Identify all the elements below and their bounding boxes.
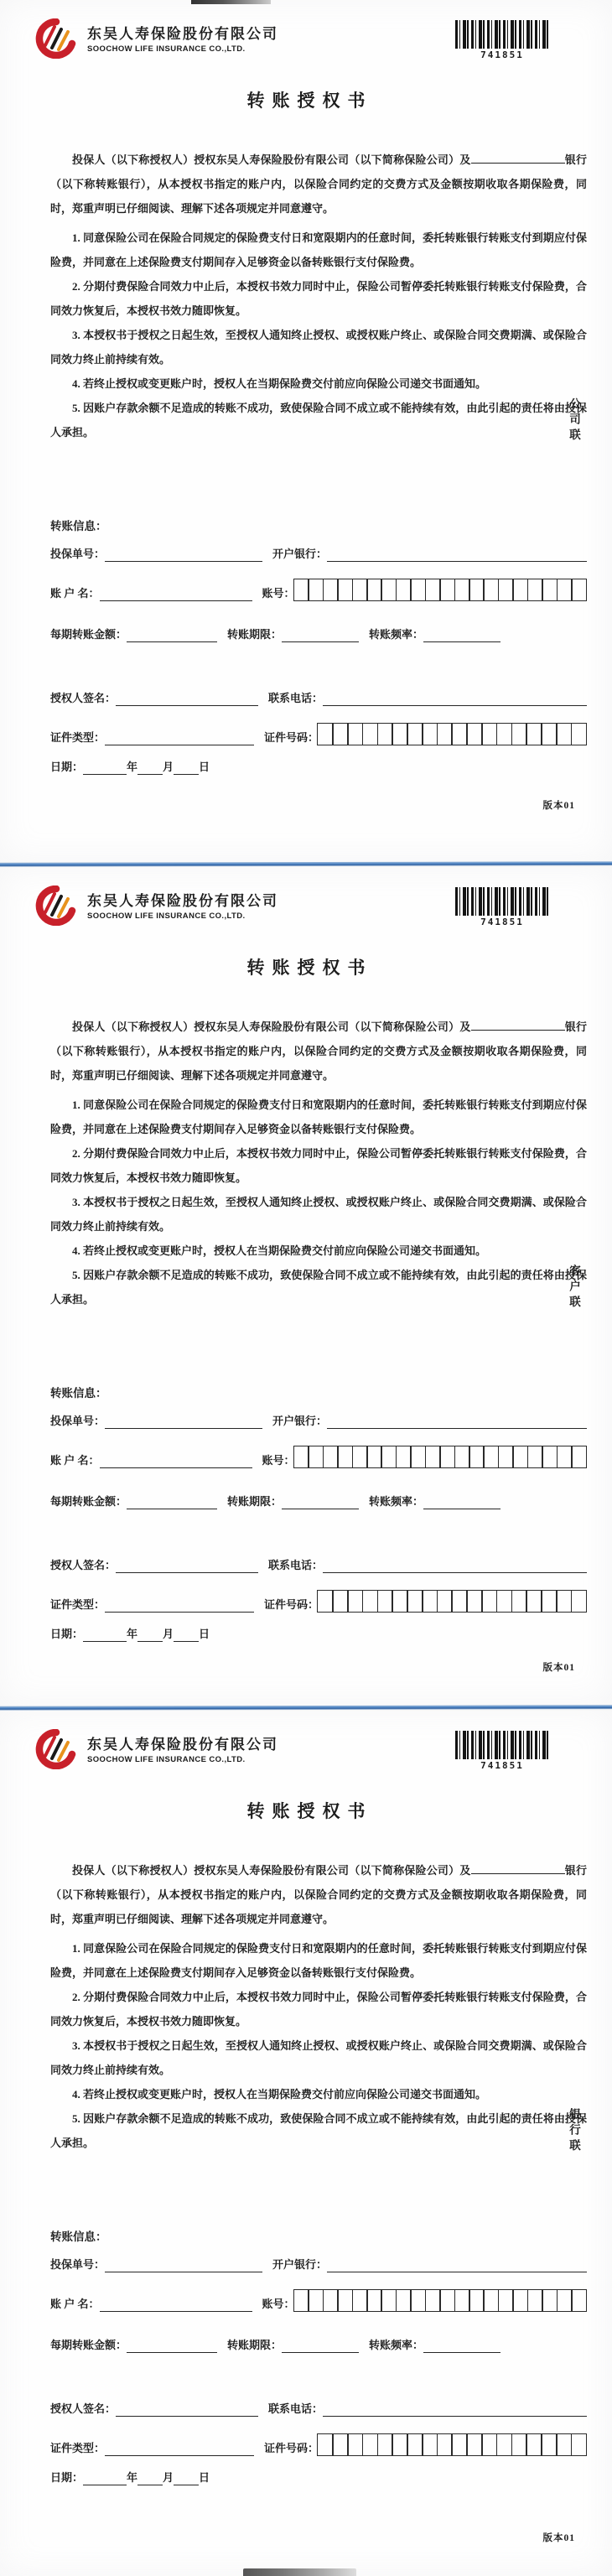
row-date bbox=[50, 2470, 587, 2485]
version-label: 版本01 bbox=[542, 2533, 575, 2543]
frequency-label: 转账频率： bbox=[369, 2339, 424, 2351]
term-label: 转账期限： bbox=[227, 2339, 283, 2351]
date-label: 日期： bbox=[50, 1628, 84, 1640]
id-no-label: 证件号码： bbox=[264, 731, 319, 744]
policy-no-label: 投保单号： bbox=[50, 548, 106, 560]
char-box bbox=[466, 2433, 482, 2456]
transfer-info-heading: 转账信息： bbox=[50, 1387, 107, 1400]
char-box bbox=[407, 2433, 423, 2456]
barcode-image bbox=[455, 887, 549, 916]
policy-no-blank bbox=[105, 548, 262, 562]
char-box bbox=[496, 723, 512, 745]
id-number-boxes bbox=[319, 1590, 587, 1613]
company-name-cn: 东吴人寿保险股份有限公司 bbox=[87, 26, 278, 42]
char-box bbox=[556, 1590, 572, 1613]
char-box bbox=[511, 723, 527, 745]
char-box bbox=[347, 723, 363, 745]
row-amount-term-frequency bbox=[50, 2338, 587, 2353]
clause-2: 2. 分期付费保险合同效力中止后，本授权书效力同时中止，保险公司暂停委托转账银行转账支付保险费，合同效力恢复后，本授权书效力随即恢复。 bbox=[50, 280, 587, 317]
row-amount-term-frequency bbox=[50, 1494, 587, 1509]
char-box bbox=[410, 2289, 426, 2312]
char-box bbox=[498, 1446, 514, 1468]
char-box bbox=[526, 1590, 542, 1613]
signature-label: 授权人签名： bbox=[50, 692, 117, 704]
char-box bbox=[454, 1446, 470, 1468]
char-box bbox=[542, 1446, 558, 1468]
phone-blank bbox=[323, 1560, 587, 1573]
date-day-blank bbox=[174, 2472, 199, 2485]
char-box bbox=[557, 1446, 573, 1468]
bank-name-blank bbox=[471, 1863, 565, 1874]
char-box bbox=[541, 1590, 557, 1613]
month-label: 月 bbox=[163, 2471, 174, 2484]
frequency-label: 转账频率： bbox=[369, 628, 424, 641]
char-box bbox=[542, 2289, 558, 2312]
char-box bbox=[407, 1590, 423, 1613]
clause-5: 5. 因账户存款余额不足造成的转账不成功，致使保险合同不成立或不能持续有效，由此引起的责任将由投保人承担。 bbox=[50, 402, 587, 439]
phone-label: 联系电话： bbox=[268, 2402, 324, 2415]
char-box bbox=[556, 2433, 572, 2456]
char-box bbox=[337, 1446, 353, 1468]
clause-5: 5. 因账户存款余额不足造成的转账不成功，致使保险合同不成立或不能持续有效，由此引起的责任将由投保人承担。 bbox=[50, 1269, 587, 1306]
char-box bbox=[451, 723, 467, 745]
row-policy-bank bbox=[50, 547, 587, 562]
amount-blank bbox=[127, 1496, 217, 1509]
frequency-blank bbox=[423, 1496, 500, 1509]
char-box bbox=[481, 1590, 497, 1613]
month-label: 月 bbox=[163, 761, 174, 773]
row-account bbox=[50, 579, 587, 601]
barcode-block bbox=[455, 20, 549, 60]
page-separator bbox=[0, 1705, 612, 1711]
form-page-customer-copy bbox=[0, 867, 612, 1706]
clause-3: 3. 本授权书于授权之日起生效，至授权人通知终止授权、或授权账户终止、或保险合同交费期满、或保险合同效力终止前持续有效。 bbox=[50, 329, 587, 366]
bank-label: 开户银行： bbox=[272, 548, 328, 560]
term-blank bbox=[282, 629, 359, 642]
char-box bbox=[407, 723, 423, 745]
char-box bbox=[323, 579, 339, 601]
char-box bbox=[392, 1590, 407, 1613]
barcode-image bbox=[455, 20, 549, 49]
char-box bbox=[323, 2289, 339, 2312]
char-box bbox=[396, 579, 412, 601]
soochow-logo-icon bbox=[34, 886, 79, 926]
id-type-label: 证件类型： bbox=[50, 1598, 106, 1611]
version-label: 版本01 bbox=[542, 1663, 575, 1673]
form-page-company-copy bbox=[0, 0, 612, 862]
char-box bbox=[332, 723, 348, 745]
row-policy-bank bbox=[50, 1414, 587, 1429]
clause-2: 2. 分期付费保险合同效力中止后，本授权书效力同时中止，保险公司暂停委托转账银行转账支付保险费，合同效力恢复后，本授权书效力随即恢复。 bbox=[50, 1991, 587, 2028]
char-box bbox=[557, 2289, 573, 2312]
char-box bbox=[557, 579, 573, 601]
intro-paragraph: 投保人（以下称授权人）授权东吴人寿保险股份有限公司（以下简称保险公司）及 银行（以下称转账银行），从本授权书指定的账户内，以保险合同约定的交费方式及金额按期收取各期保险费，同时，郑重声明已仔细阅读、理解下述各项规定并同意遵守。 bbox=[50, 153, 587, 215]
char-box bbox=[381, 2289, 397, 2312]
char-box bbox=[512, 2289, 528, 2312]
clause-4: 4. 若终止授权或变更账户时，授权人在当期保险费交付前应向保险公司递交书面通知。 bbox=[72, 2088, 487, 2101]
clause-3: 3. 本授权书于授权之日起生效，至授权人通知终止授权、或授权账户终止、或保险合同交费期满、或保险合同效力终止前持续有效。 bbox=[50, 2039, 587, 2076]
term-blank bbox=[282, 2340, 359, 2353]
char-box bbox=[466, 1590, 482, 1613]
char-box bbox=[317, 723, 333, 745]
char-box bbox=[293, 1446, 309, 1468]
char-box bbox=[451, 1590, 467, 1613]
phone-label: 联系电话： bbox=[268, 692, 324, 704]
date-month-blank bbox=[137, 1628, 163, 1642]
char-box bbox=[392, 723, 407, 745]
amount-label: 每期转账金额： bbox=[50, 628, 127, 641]
clause-1: 1. 同意保险公司在保险合同规定的保险费支付日和宽限期内的任意时间，委托转账银行转账支付到期应付保险费，并同意在上述保险费支付期间存入足够资金以备转账银行支付保险费。 bbox=[50, 1942, 587, 1979]
char-box bbox=[323, 1446, 339, 1468]
char-box bbox=[556, 723, 572, 745]
char-box bbox=[527, 579, 543, 601]
char-box bbox=[377, 1590, 393, 1613]
bank-label: 开户银行： bbox=[272, 1415, 328, 1427]
char-box bbox=[366, 1446, 382, 1468]
char-box bbox=[422, 2433, 438, 2456]
char-box bbox=[366, 579, 382, 601]
char-box bbox=[527, 2289, 543, 2312]
char-box bbox=[332, 1590, 348, 1613]
bank-blank bbox=[327, 1415, 587, 1429]
amount-label: 每期转账金额： bbox=[50, 1495, 127, 1508]
date-day-blank bbox=[174, 761, 199, 775]
page-title: 转账授权书 bbox=[246, 1801, 373, 1821]
row-policy-bank bbox=[50, 2257, 587, 2272]
phone-label: 联系电话： bbox=[268, 1559, 324, 1571]
version-label: 版本01 bbox=[542, 801, 575, 811]
term-label: 转账期限： bbox=[227, 1495, 283, 1508]
date-month-blank bbox=[137, 761, 163, 775]
id-type-blank bbox=[105, 732, 254, 745]
amount-blank bbox=[127, 629, 217, 642]
row-id bbox=[50, 2433, 587, 2456]
account-name-blank bbox=[100, 588, 252, 601]
row-date bbox=[50, 760, 587, 775]
clause-4: 4. 若终止授权或变更账户时，授权人在当期保险费交付前应向保险公司递交书面通知。 bbox=[72, 1244, 487, 1257]
account-name-label: 账 户 名： bbox=[50, 587, 100, 600]
char-box bbox=[437, 723, 453, 745]
char-box bbox=[437, 2433, 453, 2456]
phone-blank bbox=[323, 693, 587, 706]
char-box bbox=[571, 2289, 587, 2312]
char-box bbox=[293, 2289, 309, 2312]
policy-no-label: 投保单号： bbox=[50, 2258, 106, 2271]
char-box bbox=[337, 579, 353, 601]
signature-label: 授权人签名： bbox=[50, 2402, 117, 2415]
phone-blank bbox=[323, 2403, 587, 2417]
char-box bbox=[377, 2433, 393, 2456]
copy-label: 客户联 bbox=[568, 1265, 580, 1311]
char-box bbox=[511, 2433, 527, 2456]
account-number-boxes bbox=[295, 579, 587, 601]
date-month-blank bbox=[137, 2472, 163, 2485]
char-box bbox=[483, 1446, 499, 1468]
char-box bbox=[352, 2289, 368, 2312]
clause-2: 2. 分期付费保险合同效力中止后，本授权书效力同时中止，保险公司暂停委托转账银行转账支付保险费，合同效力恢复后，本授权书效力随即恢复。 bbox=[50, 1147, 587, 1184]
char-box bbox=[454, 579, 470, 601]
row-amount-term-frequency bbox=[50, 627, 587, 642]
date-day-blank bbox=[174, 1628, 199, 1642]
char-box bbox=[337, 2289, 353, 2312]
id-number-boxes bbox=[319, 723, 587, 745]
char-box bbox=[437, 1590, 453, 1613]
char-box bbox=[396, 2289, 412, 2312]
char-box bbox=[352, 579, 368, 601]
frequency-blank bbox=[423, 629, 500, 642]
char-box bbox=[469, 579, 485, 601]
year-label: 年 bbox=[127, 2471, 138, 2484]
date-label: 日期： bbox=[50, 761, 84, 773]
clause-1: 1. 同意保险公司在保险合同规定的保险费支付日和宽限期内的任意时间，委托转账银行转账支付到期应付保险费，并同意在上述保险费支付期间存入足够资金以备转账银行支付保险费。 bbox=[50, 231, 587, 268]
char-box bbox=[541, 2433, 557, 2456]
month-label: 月 bbox=[163, 1628, 174, 1640]
char-box bbox=[422, 1590, 438, 1613]
company-logo bbox=[34, 1729, 278, 1769]
company-name-cn: 东吴人寿保险股份有限公司 bbox=[87, 1737, 278, 1753]
char-box bbox=[439, 579, 455, 601]
form-page-bank-copy bbox=[0, 1711, 612, 2576]
page-title: 转账授权书 bbox=[246, 91, 373, 111]
char-box bbox=[496, 1590, 512, 1613]
bank-name-blank bbox=[471, 1020, 565, 1031]
clause-4: 4. 若终止授权或变更账户时，授权人在当期保险费交付前应向保险公司递交书面通知。 bbox=[72, 377, 487, 390]
id-no-label: 证件号码： bbox=[264, 1598, 319, 1611]
page-separator bbox=[0, 861, 612, 867]
char-box bbox=[498, 2289, 514, 2312]
account-no-label: 账号： bbox=[262, 2298, 295, 2310]
account-number-boxes bbox=[295, 1446, 587, 1468]
char-box bbox=[308, 2289, 324, 2312]
terms-text bbox=[50, 148, 587, 444]
barcode-number: 741851 bbox=[480, 1760, 524, 1771]
account-name-blank bbox=[100, 1455, 252, 1468]
char-box bbox=[512, 579, 528, 601]
char-box bbox=[542, 579, 558, 601]
amount-label: 每期转账金额： bbox=[50, 2339, 127, 2351]
policy-no-label: 投保单号： bbox=[50, 1415, 106, 1427]
char-box bbox=[410, 579, 426, 601]
id-type-label: 证件类型： bbox=[50, 2442, 106, 2454]
date-label: 日期： bbox=[50, 2471, 84, 2484]
day-label: 日 bbox=[199, 1628, 210, 1640]
scan-artifact-top bbox=[191, 0, 271, 4]
char-box bbox=[377, 723, 393, 745]
char-box bbox=[571, 1590, 587, 1613]
char-box bbox=[308, 579, 324, 601]
transfer-info-heading: 转账信息： bbox=[50, 520, 107, 532]
char-box bbox=[466, 723, 482, 745]
char-box bbox=[451, 2433, 467, 2456]
row-account bbox=[50, 1446, 587, 1468]
policy-no-blank bbox=[105, 2259, 262, 2272]
char-box bbox=[454, 2289, 470, 2312]
char-box bbox=[293, 579, 309, 601]
char-box bbox=[439, 2289, 455, 2312]
row-signature-phone bbox=[50, 691, 587, 706]
year-label: 年 bbox=[127, 1628, 138, 1640]
date-year-blank bbox=[83, 1628, 127, 1642]
day-label: 日 bbox=[199, 761, 210, 773]
amount-blank bbox=[127, 2340, 217, 2353]
copy-label: 公司联 bbox=[568, 397, 580, 444]
clause-5: 5. 因账户存款余额不足造成的转账不成功，致使保险合同不成立或不能持续有效，由此引起的责任将由投保人承担。 bbox=[50, 2112, 587, 2149]
char-box bbox=[469, 1446, 485, 1468]
soochow-logo-icon bbox=[34, 18, 79, 59]
account-number-boxes bbox=[295, 2289, 587, 2312]
char-box bbox=[439, 1446, 455, 1468]
char-box bbox=[571, 1446, 587, 1468]
char-box bbox=[526, 723, 542, 745]
char-box bbox=[396, 1446, 412, 1468]
frequency-label: 转账频率： bbox=[369, 1495, 424, 1508]
bank-name-blank bbox=[471, 153, 565, 164]
barcode-block bbox=[455, 1731, 549, 1771]
company-name-cn: 东吴人寿保险股份有限公司 bbox=[87, 893, 278, 909]
char-box bbox=[571, 579, 587, 601]
signature-blank bbox=[116, 693, 258, 706]
char-box bbox=[425, 579, 441, 601]
date-year-blank bbox=[83, 761, 127, 775]
char-box bbox=[362, 1590, 378, 1613]
intro-paragraph: 投保人（以下称授权人）授权东吴人寿保险股份有限公司（以下简称保险公司）及 银行（以下称转账银行），从本授权书指定的账户内，以保险合同约定的交费方式及金额按期收取各期保险费，同时，郑重声明已仔细阅读、理解下述各项规定并同意遵守。 bbox=[50, 1021, 587, 1082]
char-box bbox=[425, 1446, 441, 1468]
soochow-logo-icon bbox=[34, 1729, 79, 1769]
char-box bbox=[366, 2289, 382, 2312]
year-label: 年 bbox=[127, 761, 138, 773]
company-name-en: SOOCHOW LIFE INSURANCE CO.,LTD. bbox=[87, 44, 246, 54]
signature-blank bbox=[116, 1560, 258, 1573]
char-box bbox=[512, 1446, 528, 1468]
day-label: 日 bbox=[199, 2471, 210, 2484]
id-type-blank bbox=[105, 1599, 254, 1613]
row-signature-phone bbox=[50, 1558, 587, 1573]
company-logo bbox=[34, 18, 278, 59]
row-signature-phone bbox=[50, 2402, 587, 2417]
term-blank bbox=[282, 1496, 359, 1509]
intro-paragraph: 投保人（以下称授权人）授权东吴人寿保险股份有限公司（以下简称保险公司）及 银行（以下称转账银行），从本授权书指定的账户内，以保险合同约定的交费方式及金额按期收取各期保险费，同时，郑重声明已仔细阅读、理解下述各项规定并同意遵守。 bbox=[50, 1864, 587, 1925]
id-type-blank bbox=[105, 2443, 254, 2456]
char-box bbox=[496, 2433, 512, 2456]
char-box bbox=[422, 723, 438, 745]
id-number-boxes bbox=[319, 2433, 587, 2456]
char-box bbox=[481, 723, 497, 745]
char-box bbox=[352, 1446, 368, 1468]
barcode-block bbox=[455, 887, 549, 927]
scan-artifact-bottom bbox=[243, 2568, 356, 2576]
char-box bbox=[541, 723, 557, 745]
char-box bbox=[332, 2433, 348, 2456]
row-account bbox=[50, 2289, 587, 2312]
transfer-info-heading: 转账信息： bbox=[50, 2231, 107, 2243]
char-box bbox=[381, 579, 397, 601]
char-box bbox=[527, 1446, 543, 1468]
char-box bbox=[317, 2433, 333, 2456]
bank-blank bbox=[327, 2259, 587, 2272]
policy-no-blank bbox=[105, 1415, 262, 1429]
account-name-label: 账 户 名： bbox=[50, 2298, 100, 2310]
page-title: 转账授权书 bbox=[246, 958, 373, 978]
barcode-number: 741851 bbox=[480, 49, 524, 60]
char-box bbox=[498, 579, 514, 601]
char-box bbox=[347, 1590, 363, 1613]
char-box bbox=[571, 723, 587, 745]
char-box bbox=[481, 2433, 497, 2456]
terms-text bbox=[50, 1015, 587, 1311]
barcode-image bbox=[455, 1731, 549, 1759]
date-year-blank bbox=[83, 2472, 127, 2485]
row-id bbox=[50, 1590, 587, 1613]
char-box bbox=[483, 2289, 499, 2312]
copy-label: 银行联 bbox=[568, 2108, 580, 2155]
char-box bbox=[362, 2433, 378, 2456]
term-label: 转账期限： bbox=[227, 628, 283, 641]
row-date bbox=[50, 1627, 587, 1642]
terms-text bbox=[50, 1858, 587, 2155]
company-logo bbox=[34, 886, 278, 926]
clause-3: 3. 本授权书于授权之日起生效，至授权人通知终止授权、或授权账户终止、或保险合同交费期满、或保险合同效力终止前持续有效。 bbox=[50, 1196, 587, 1233]
char-box bbox=[308, 1446, 324, 1468]
char-box bbox=[410, 1446, 426, 1468]
char-box bbox=[526, 2433, 542, 2456]
char-box bbox=[469, 2289, 485, 2312]
char-box bbox=[483, 579, 499, 601]
bank-blank bbox=[327, 548, 587, 562]
barcode-number: 741851 bbox=[480, 917, 524, 927]
char-box bbox=[381, 1446, 397, 1468]
char-box bbox=[425, 2289, 441, 2312]
account-name-label: 账 户 名： bbox=[50, 1454, 100, 1467]
row-id bbox=[50, 723, 587, 745]
account-no-label: 账号： bbox=[262, 1454, 295, 1467]
account-no-label: 账号： bbox=[262, 587, 295, 600]
char-box bbox=[362, 723, 378, 745]
account-name-blank bbox=[100, 2298, 252, 2312]
bank-label: 开户银行： bbox=[272, 2258, 328, 2271]
char-box bbox=[317, 1590, 333, 1613]
id-type-label: 证件类型： bbox=[50, 731, 106, 744]
clause-1: 1. 同意保险公司在保险合同规定的保险费支付日和宽限期内的任意时间，委托转账银行转账支付到期应付保险费，并同意在上述保险费支付期间存入足够资金以备转账银行支付保险费。 bbox=[50, 1098, 587, 1135]
char-box bbox=[571, 2433, 587, 2456]
char-box bbox=[347, 2433, 363, 2456]
company-name-en: SOOCHOW LIFE INSURANCE CO.,LTD. bbox=[87, 1755, 246, 1764]
char-box bbox=[392, 2433, 407, 2456]
frequency-blank bbox=[423, 2340, 500, 2353]
signature-label: 授权人签名： bbox=[50, 1559, 117, 1571]
signature-blank bbox=[116, 2403, 258, 2417]
company-name-en: SOOCHOW LIFE INSURANCE CO.,LTD. bbox=[87, 911, 246, 921]
id-no-label: 证件号码： bbox=[264, 2442, 319, 2454]
char-box bbox=[511, 1590, 527, 1613]
